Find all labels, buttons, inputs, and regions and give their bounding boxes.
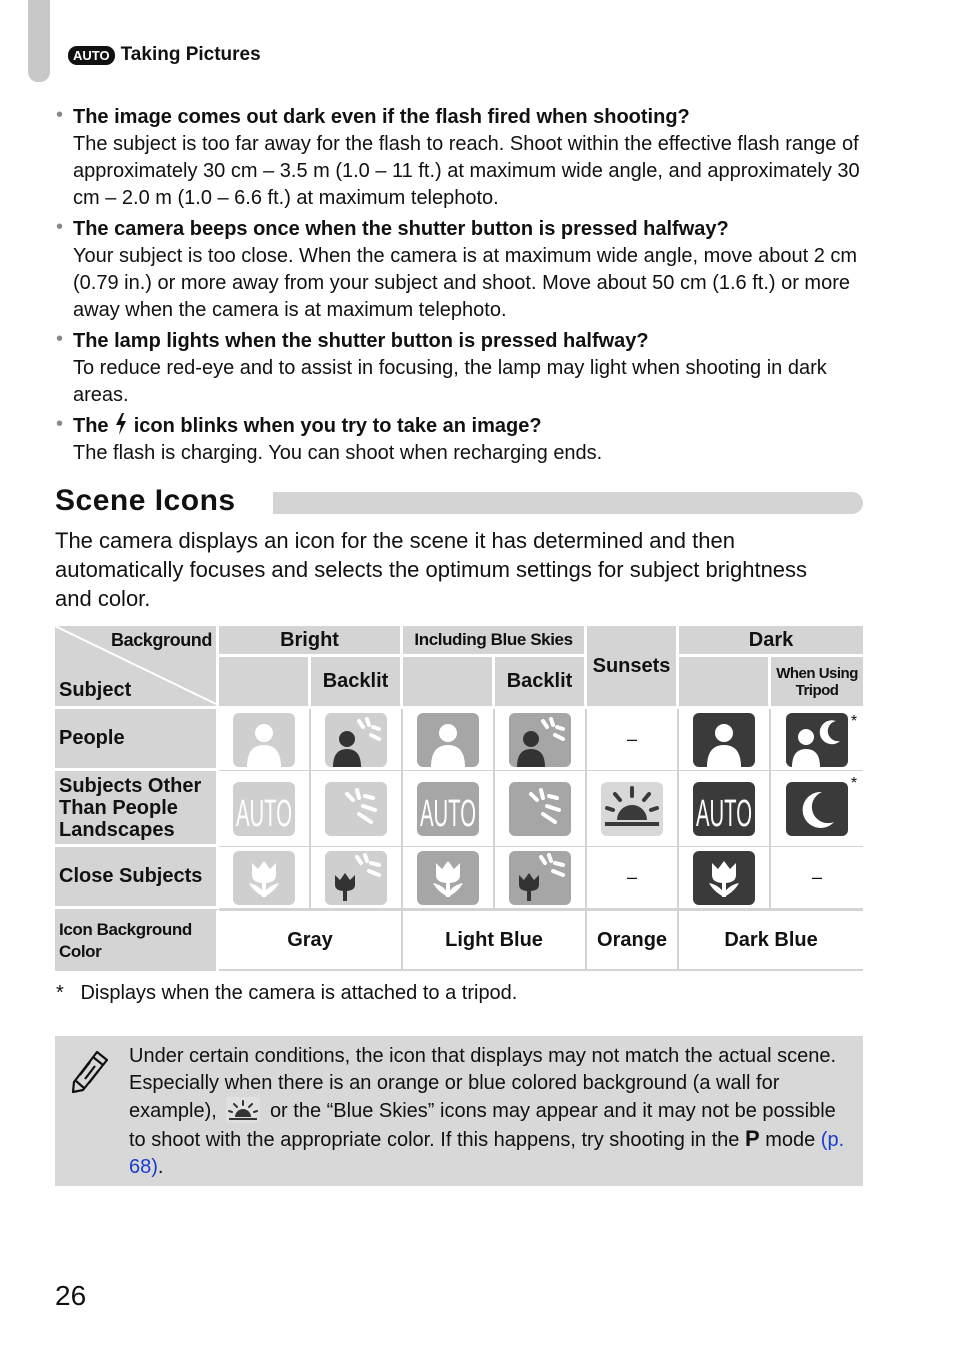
sunset-inline-icon [226,1097,260,1123]
page-header [68,44,261,66]
sub-bright-normal [219,657,311,709]
auto-icon [693,782,755,836]
color-light-blue: Light Blue [403,909,587,971]
faq-answer: The flash is charging. You can shoot when recharging ends. [73,442,603,464]
row-icon-bg-color: Icon Background Color [55,909,219,971]
faq-item [56,328,866,409]
p-mode-icon: P [744,1126,760,1151]
corner-background-label: Background [110,630,212,650]
macro-backlit-icon [509,851,571,905]
bullet-icon: • [56,328,64,350]
backlit-icon [509,782,571,836]
section-bar [273,492,863,514]
note-text-4: . [157,1156,164,1178]
auto-icon-text: AUTO [236,792,292,835]
faq-question-pre: The [73,415,109,437]
col-blue-skies: Including Blue Skies [403,626,587,657]
auto-icon-text: AUTO [696,792,753,835]
page-link[interactable]: (p. 68) [129,1129,845,1178]
col-bright: Bright [219,626,403,657]
macro-flower-icon [417,851,479,905]
footnote-text: Displays when the camera is attached to a tripod. [80,982,518,1004]
color-dark-blue: Dark Blue [679,909,863,971]
footnote-mark: * [56,982,64,1004]
section-heading [55,484,863,520]
flash-icon [114,413,128,435]
color-orange: Orange [587,909,679,971]
backlit-icon [325,782,387,836]
faq-answer: The subject is too far away for the flash to reach. Shoot within the effective flash range of approximately 30 cm – 3.5 m (1.0 – 11 ft.) at maximum wide angle, and approximately 30 cm – 2.0 m (1.0 – 6.6 ft.) at maximum telephoto. [73,133,860,209]
note-box [55,1036,863,1186]
bullet-icon: • [56,104,64,126]
faq-item [56,104,866,212]
footnote [56,982,517,1005]
night-moon-icon [786,782,848,836]
row-people: People [55,709,219,771]
chapter-tab [28,0,50,82]
empty-cell: – [771,847,863,909]
faq-question: The lamp lights when the shutter button is pressed halfway? [73,330,649,352]
note-text-2: or the “Blue Skies” icons may appear and it may not be possible to shoot with the appropriate color. If this happens, try shooting in the [129,1100,836,1151]
faq-item [56,413,866,467]
person-night-icon [786,713,848,767]
macro-flower-icon [233,851,295,905]
faq-question-post: icon blinks when you try to take an image? [133,415,542,437]
col-dark: Dark [679,626,863,657]
empty-cell: – [587,847,679,909]
sunset-icon [601,782,663,836]
person-icon [693,713,755,767]
tripod-asterisk: * [850,713,858,730]
faq-answer: Your subject is too close. When the camera is at maximum wide angle, move about 2 cm (0.79 in.) or more away from your subject and shoot. Move about 50 cm (1.6 ft.) or more away when the camera is at maximum telephoto. [73,245,858,321]
corner-header [55,626,219,709]
auto-icon-text: AUTO [420,792,477,835]
person-icon [417,713,479,767]
person-backlit-icon [509,713,571,767]
sub-backlit: Backlit [311,657,403,709]
faq-question: The image comes out dark even if the flash fired when shooting? [73,106,690,128]
col-sunsets: Sunsets [587,626,679,709]
auto-icon [417,782,479,836]
auto-icon [233,782,295,836]
corner-subject-label: Subject [59,679,132,701]
note-text [129,1043,853,1181]
scene-icons-table [55,626,863,971]
note-text-3: mode [765,1129,816,1151]
row-close-subjects: Close Subjects [55,847,219,909]
pencil-icon [71,1050,109,1099]
faq-item [56,216,866,324]
sub-blue-normal [403,657,495,709]
faq-list [56,104,866,471]
empty-cell: – [587,709,679,771]
section-intro: The camera displays an icon for the scene it has determined and then automatically focuses and selects the optimum settings for subject brightness and color. [55,528,808,611]
header-title: Taking Pictures [120,44,261,65]
note-text-1: Under certain conditions, the icon that displays may not match the actual scene. Especially when there is an orange or blue colored background (a wall for example), [129,1045,837,1122]
person-icon [233,713,295,767]
tripod-asterisk: * [850,775,858,792]
page-number: 26 [55,1280,87,1311]
sub-dark-normal [679,657,771,709]
faq-question: The camera beeps once when the shutter button is pressed halfway? [73,218,729,240]
faq-question [73,413,866,440]
bullet-icon: • [56,413,64,435]
bullet-icon: • [56,216,64,238]
macro-backlit-icon [325,851,387,905]
person-backlit-icon [325,713,387,767]
color-gray: Gray [219,909,403,971]
section-title: Scene Icons [55,484,236,517]
row-subjects-landscapes: Subjects Other Than People Landscapes [55,771,219,847]
macro-flower-icon [693,851,755,905]
sub-tripod: When Using Tripod [771,657,863,709]
faq-answer: To reduce red-eye and to assist in focusing, the lamp may light when shooting in dark areas. [73,357,827,406]
auto-mode-badge: AUTO [68,46,115,65]
sub-backlit: Backlit [495,657,587,709]
